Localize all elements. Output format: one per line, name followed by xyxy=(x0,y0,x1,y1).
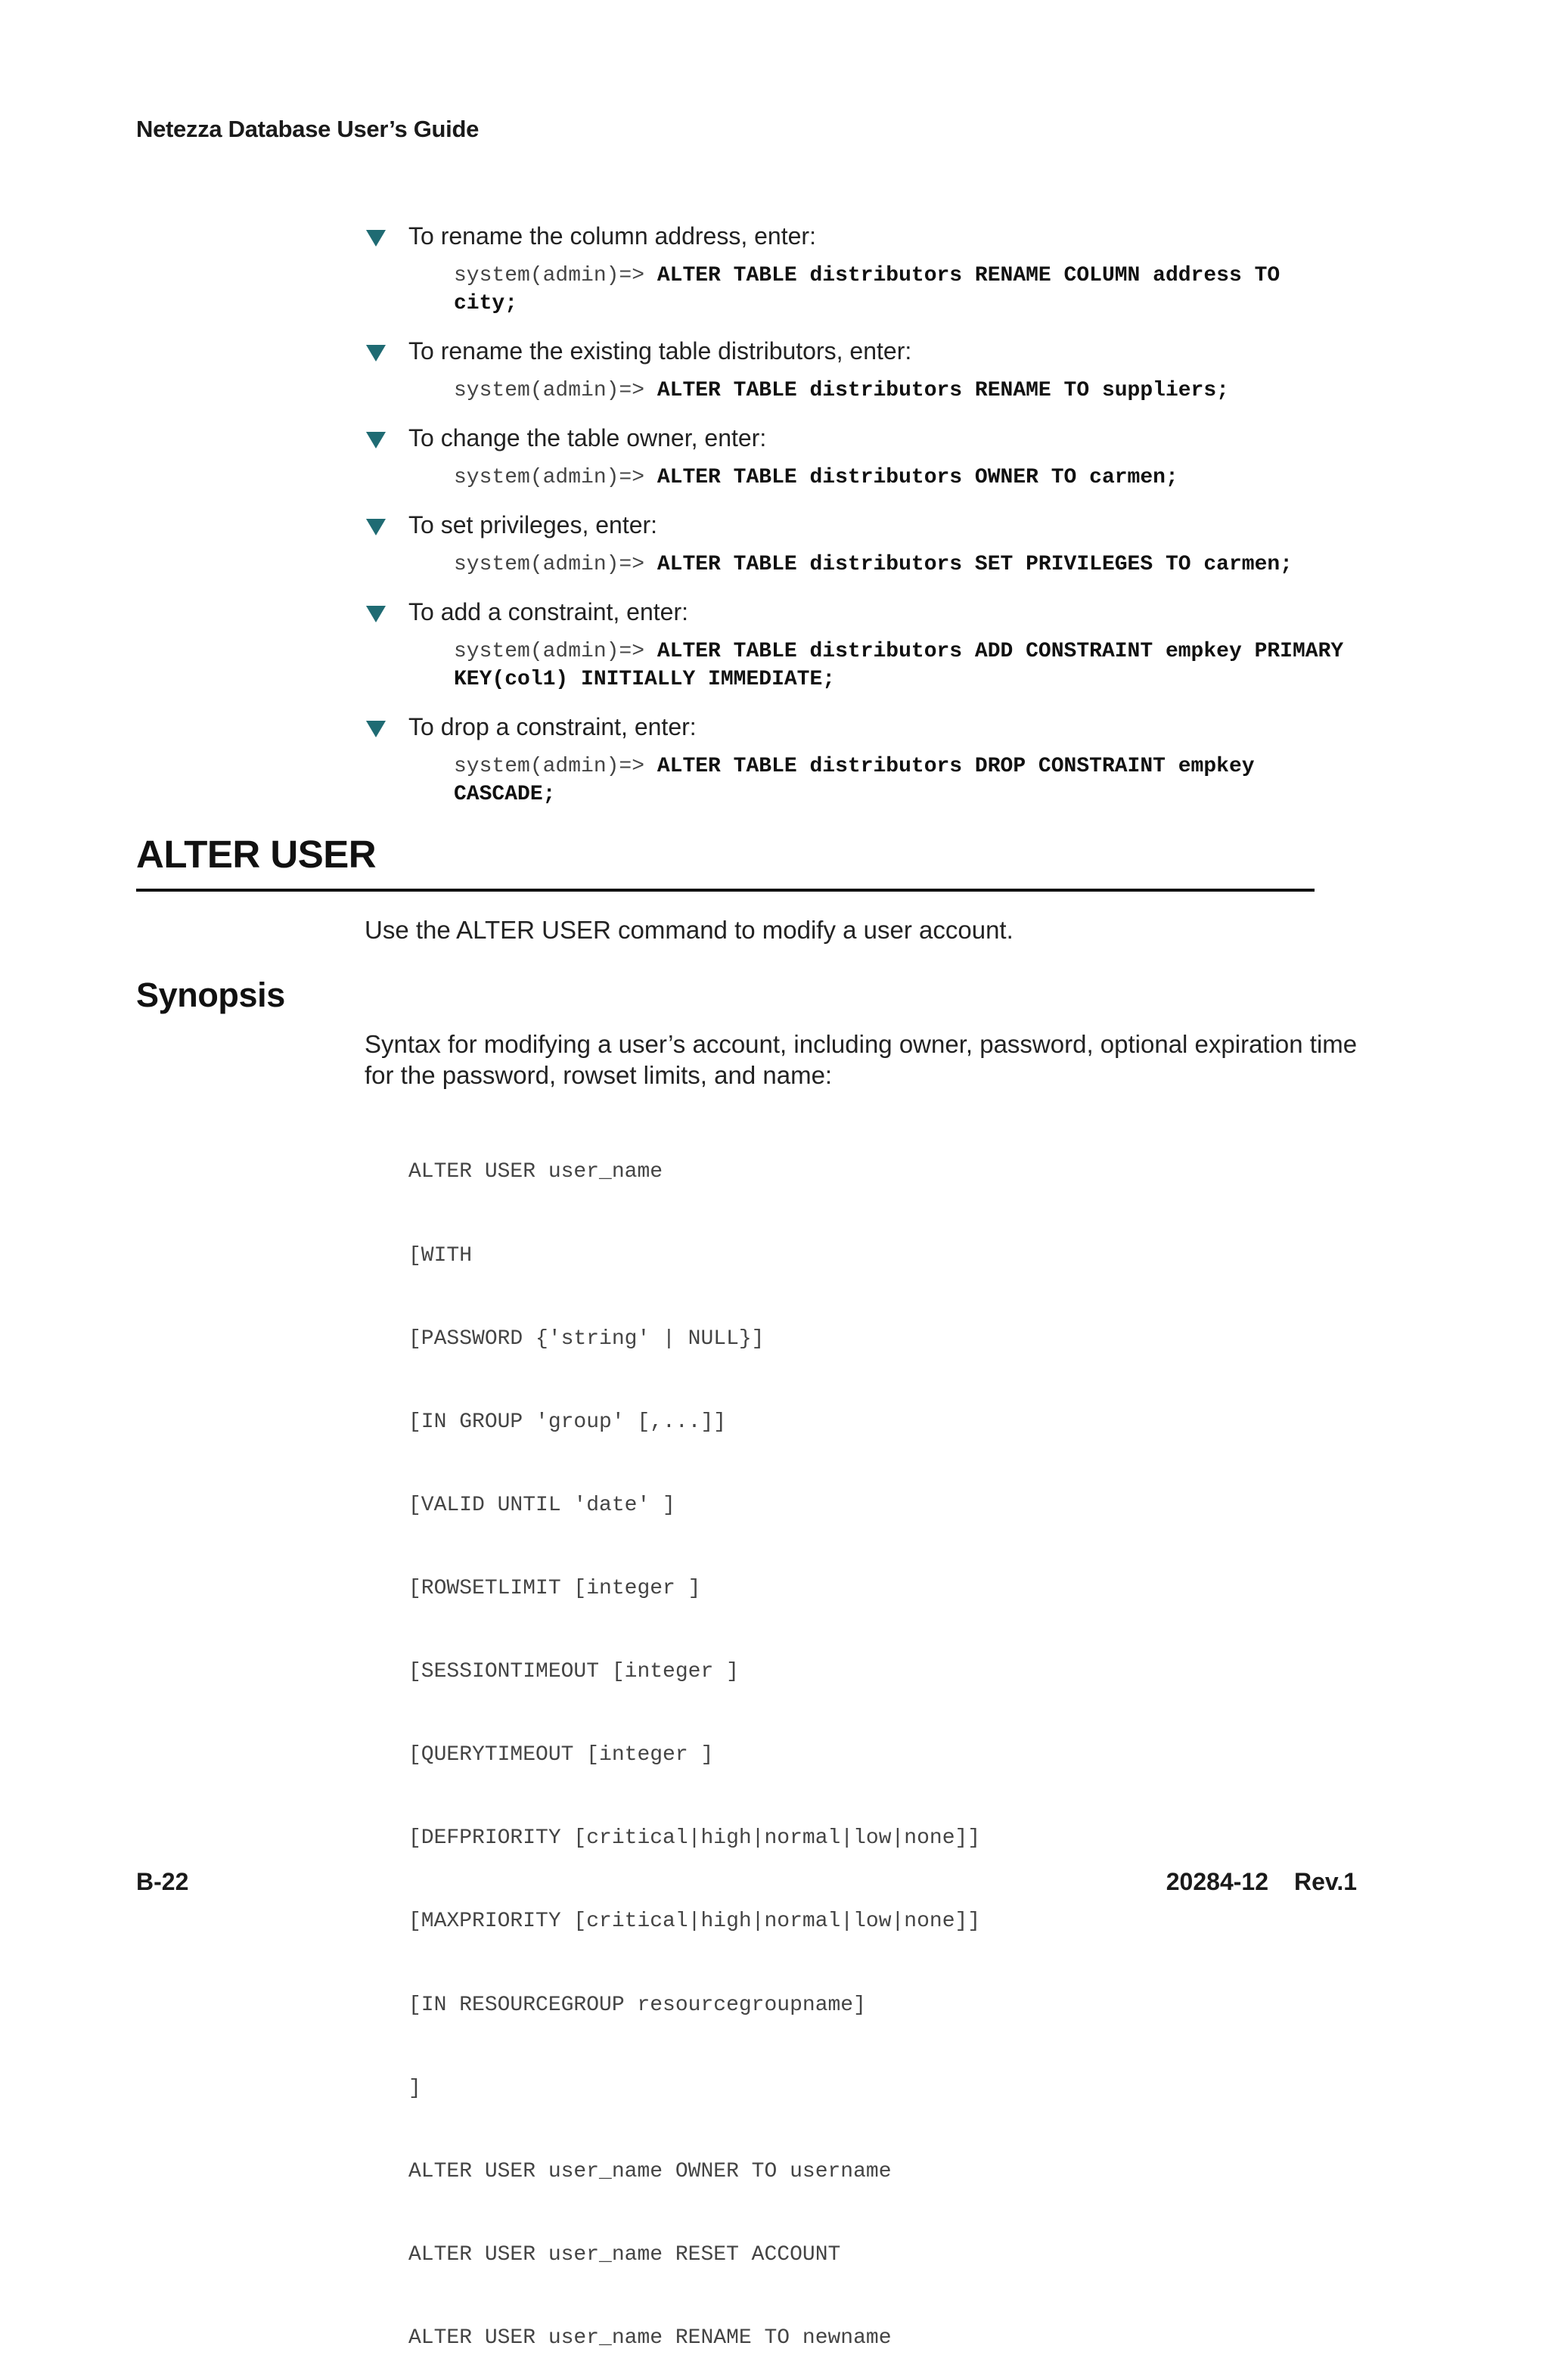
example-code xyxy=(454,262,1354,318)
triangle-down-icon xyxy=(366,230,386,247)
code-line: [WITH xyxy=(408,1243,473,1268)
synopsis-code-block xyxy=(408,1103,980,2380)
code-line: [ROWSETLIMIT [integer ] xyxy=(408,1576,701,1600)
list-item xyxy=(365,219,1423,318)
example-lead: To set privileges, enter: xyxy=(408,511,658,538)
list-item xyxy=(365,595,1423,694)
doc-reference xyxy=(1166,1868,1357,1896)
list-item xyxy=(365,710,1423,808)
example-lead: To rename the existing table distributors, enter: xyxy=(408,337,912,365)
list-item xyxy=(365,421,1423,492)
triangle-down-icon xyxy=(366,606,386,622)
code-line: ALTER USER user_name RESET ACCOUNT xyxy=(408,2242,841,2267)
example-list xyxy=(365,219,1423,825)
triangle-down-icon xyxy=(366,721,386,737)
synopsis-intro: Syntax for modifying a user’s account, including owner, password, optional expiration time for the password, rowset limits, and name: xyxy=(365,1030,1358,1089)
example-lead: To add a constraint, enter: xyxy=(408,598,688,625)
code-prompt: system(admin)=> xyxy=(454,466,657,489)
doc-revision: Rev.1 xyxy=(1293,1868,1357,1895)
code-line: ALTER USER user_name RENAME TO newname xyxy=(408,2326,892,2350)
code-prompt: system(admin)=> xyxy=(454,553,657,576)
triangle-down-icon xyxy=(366,519,386,535)
section-description: Use the ALTER USER command to modify a user account. xyxy=(365,916,1014,944)
code-prompt: system(admin)=> xyxy=(454,640,657,663)
code-command: ALTER TABLE distributors RENAME TO suppliers; xyxy=(657,379,1229,402)
code-command: ALTER TABLE distributors SET PRIVILEGES TO carmen; xyxy=(657,553,1293,576)
code-line: [VALID UNTIL 'date' ] xyxy=(408,1493,675,1517)
example-lead: To rename the column address, enter: xyxy=(408,222,816,250)
code-command: ALTER TABLE distributors OWNER TO carmen; xyxy=(657,466,1178,489)
subsection-title: Synopsis xyxy=(136,976,285,1014)
triangle-down-icon xyxy=(366,345,386,361)
example-code xyxy=(454,551,1354,579)
section-title: ALTER USER xyxy=(136,833,377,876)
section-divider xyxy=(136,889,1315,892)
code-command: ALTER TABLE distributors RENAME COLUMN address TO city; xyxy=(454,264,1293,315)
list-item xyxy=(365,334,1423,405)
code-command: ALTER TABLE distributors DROP CONSTRAINT empkey CASCADE; xyxy=(454,755,1268,806)
doc-number: 20284-12 xyxy=(1166,1868,1268,1895)
example-code xyxy=(454,464,1354,492)
code-prompt: system(admin)=> xyxy=(454,755,657,778)
code-line: [MAXPRIORITY [critical|high|normal|low|none]] xyxy=(408,1910,981,1934)
example-lead: To change the table owner, enter: xyxy=(408,424,767,451)
example-code xyxy=(454,752,1354,808)
code-line: ] xyxy=(408,2076,421,2100)
example-code xyxy=(454,377,1354,405)
code-line: [QUERYTIMEOUT [integer ] xyxy=(408,1743,714,1767)
code-line: [IN GROUP 'group' [,...]] xyxy=(408,1410,727,1434)
example-lead: To drop a constraint, enter: xyxy=(408,713,697,740)
code-line: [PASSWORD {'string' | NULL}] xyxy=(408,1327,765,1351)
code-line: ALTER USER user_name OWNER TO username xyxy=(408,2159,892,2183)
list-item xyxy=(365,508,1423,579)
code-line: [SESSIONTIMEOUT [integer ] xyxy=(408,1660,739,1684)
example-code xyxy=(454,638,1357,694)
code-prompt: system(admin)=> xyxy=(454,379,657,402)
code-line: [IN RESOURCEGROUP resourcegroupname] xyxy=(408,1993,866,2017)
triangle-down-icon xyxy=(366,432,386,448)
code-prompt: system(admin)=> xyxy=(454,264,657,287)
page-number: B-22 xyxy=(136,1868,189,1895)
code-command: ALTER TABLE distributors ADD CONSTRAINT empkey PRIMARY KEY(col1) INITIALLY IMMEDIATE; xyxy=(454,640,1357,691)
running-header: Netezza Database User’s Guide xyxy=(136,116,480,142)
code-line: ALTER USER user_name xyxy=(408,1160,663,1184)
code-line: [DEFPRIORITY [critical|high|normal|low|none]] xyxy=(408,1826,981,1851)
